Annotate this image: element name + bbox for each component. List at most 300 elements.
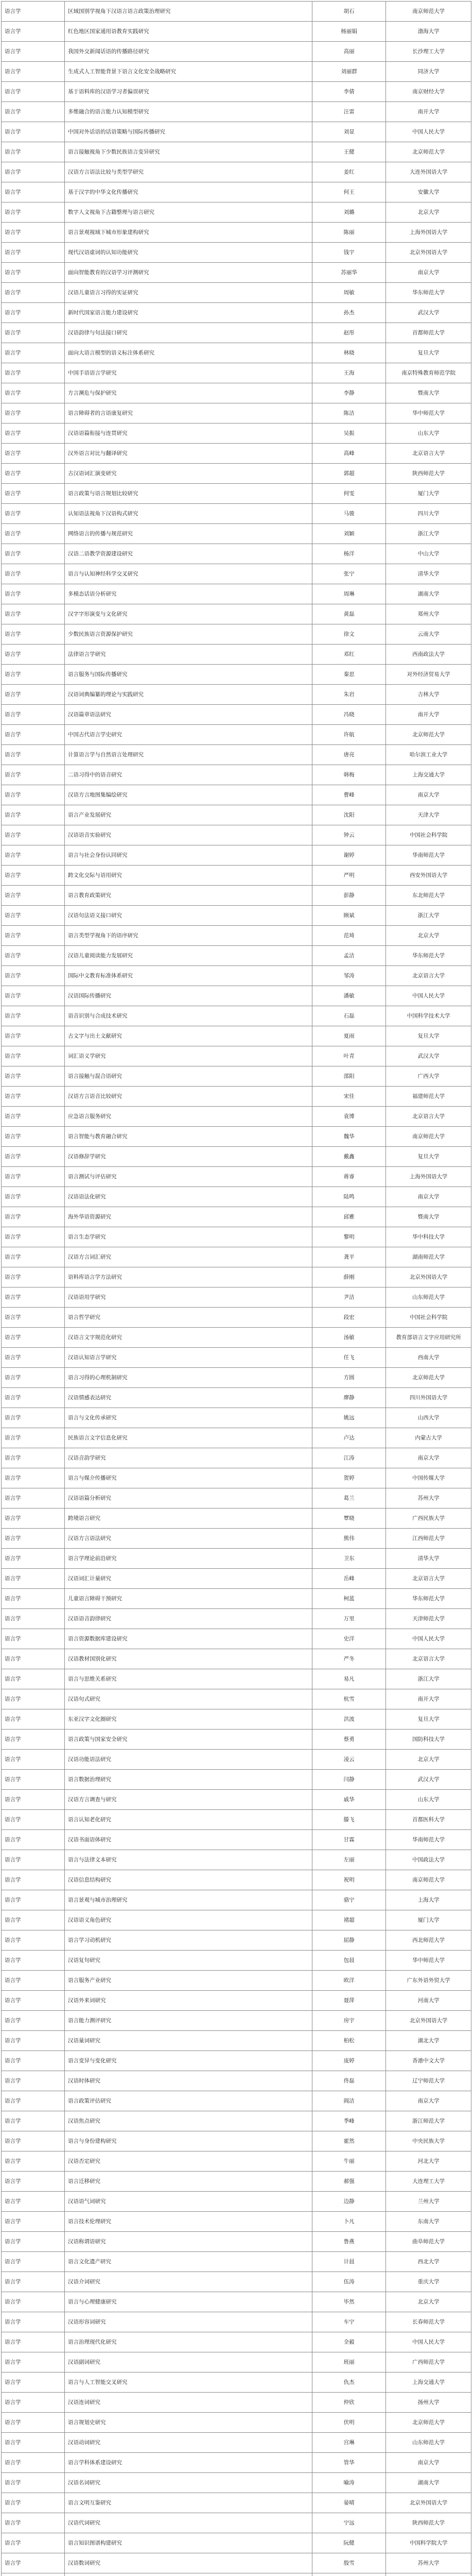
table-row [2, 524, 471, 544]
table-row [2, 1930, 471, 1951]
institution-cell: 上海外国语大学 [386, 223, 471, 243]
institution-cell: 南京师范大学 [386, 1870, 471, 1890]
table-row [2, 805, 471, 825]
discipline-cell: 语言学 [2, 1368, 65, 1388]
applicant-cell: 李倩 [312, 82, 386, 102]
institution-cell: 浙江师范大学 [386, 2111, 471, 2131]
applicant-cell: 冯晓 [312, 705, 386, 725]
applicant-cell: 尹洁 [312, 1287, 386, 1308]
applicant-cell: 黎明 [312, 1227, 386, 1247]
project-title-cell: 现代汉语虚词的认知功能研究 [65, 243, 312, 263]
institution-cell: 陕西师范大学 [386, 2513, 471, 2533]
discipline-cell: 语言学 [2, 444, 65, 464]
institution-cell: 陕西师范大学 [386, 464, 471, 484]
discipline-cell: 语言学 [2, 243, 65, 263]
project-title-cell: 语言障碍者的言语康复研究 [65, 403, 312, 423]
applicant-cell: 褚超 [312, 1910, 386, 1930]
table-row [2, 785, 471, 805]
applicant-cell: 岳峰 [312, 1569, 386, 1589]
project-title-cell: 汉语焦点研究 [65, 2111, 312, 2131]
institution-cell: 同济大学 [386, 62, 471, 82]
institution-cell: 河南大学 [386, 1991, 471, 2011]
project-title-cell: 语言规划史研究 [65, 2413, 312, 2433]
institution-cell: 武汉大学 [386, 1046, 471, 1066]
applicant-cell: 柏松 [312, 2031, 386, 2051]
applicant-cell: 宋佳 [312, 1087, 386, 1107]
project-title-cell: 法律语言学研究 [65, 645, 312, 665]
discipline-cell: 语言学 [2, 2091, 65, 2111]
project-title-cell: 语言技术伦理研究 [65, 2212, 312, 2232]
table-row [2, 1870, 471, 1890]
institution-cell: 西北师范大学 [386, 1930, 471, 1951]
project-title-cell: 汉语儿童语言习得的实证研究 [65, 283, 312, 303]
project-title-cell: 语言资源数据库建设研究 [65, 1629, 312, 1649]
discipline-cell: 语言学 [2, 2071, 65, 2091]
discipline-cell: 语言学 [2, 2192, 65, 2212]
applicant-cell: 阎洁 [312, 2091, 386, 2111]
applicant-cell: 郭超 [312, 464, 386, 484]
applicant-cell: 左丽 [312, 1850, 386, 1870]
discipline-cell: 语言学 [2, 725, 65, 745]
institution-cell: 湖南师范大学 [386, 1247, 471, 1267]
project-title-cell: 汉外语言对比与翻译研究 [65, 444, 312, 464]
applicant-cell: 孟洁 [312, 946, 386, 966]
applicant-cell: 刘璐 [312, 202, 386, 223]
project-title-cell: 认知语法视角下汉语构式研究 [65, 504, 312, 524]
discipline-cell: 语言学 [2, 2051, 65, 2071]
table-row [2, 1328, 471, 1348]
table-row [2, 765, 471, 785]
applicant-cell: 牛丽 [312, 2151, 386, 2172]
applicant-cell: 魏华 [312, 1127, 386, 1147]
discipline-cell: 语言学 [2, 1750, 65, 1770]
project-title-cell: 语言习得的心理机制研究 [65, 1368, 312, 1388]
institution-cell: 首都医科大学 [386, 1810, 471, 1830]
table-row [2, 1368, 471, 1388]
table-row [2, 62, 471, 82]
discipline-cell: 语言学 [2, 765, 65, 785]
institution-cell: 中央民族大学 [386, 2131, 471, 2151]
discipline-cell: 语言学 [2, 504, 65, 524]
project-title-cell: 语言生态学研究 [65, 1227, 312, 1247]
applicant-cell [312, 2573, 386, 2576]
applicant-cell: 严冬 [312, 1649, 386, 1669]
project-title-cell: 跨文化交际与语用研究 [65, 866, 312, 886]
table-row [2, 444, 471, 464]
discipline-cell: 语言学 [2, 2011, 65, 2031]
table-row [2, 544, 471, 564]
discipline-cell: 语言学 [2, 685, 65, 705]
project-title-cell: 汉语句法语义接口研究 [65, 906, 312, 926]
discipline-cell: 语言学 [2, 1267, 65, 1287]
project-title-cell: 汉语认知语言学研究 [65, 1348, 312, 1368]
project-title-cell: 面向大语言模型的语义标注体系研究 [65, 343, 312, 363]
applicant-cell: 计晨 [312, 2252, 386, 2272]
applicant-cell: 马骏 [312, 504, 386, 524]
applicant-cell: 季峰 [312, 2111, 386, 2131]
discipline-cell: 语言学 [2, 283, 65, 303]
table-row [2, 2413, 471, 2433]
project-title-cell: 民族语言文字信息化研究 [65, 1428, 312, 1448]
applicant-cell: 伍涛 [312, 2272, 386, 2292]
discipline-cell: 语言学 [2, 1569, 65, 1589]
project-title-cell: 汉语副词研究 [65, 2352, 312, 2372]
project-title-cell: 汉语方言词汇研究 [65, 1247, 312, 1267]
applicant-cell: 唐亮 [312, 745, 386, 765]
table-row [2, 142, 471, 162]
discipline-cell: 语言学 [2, 2172, 65, 2192]
applicant-cell: 佟磊 [312, 2071, 386, 2091]
discipline-cell: 语言学 [2, 1428, 65, 1448]
institution-cell: 东北师范大学 [386, 886, 471, 906]
applicant-cell: 何雯 [312, 484, 386, 504]
project-title-cell: 汉语句式研究 [65, 1689, 312, 1709]
discipline-cell: 语言学 [2, 1087, 65, 1107]
project-title-cell: 汉语音韵学研究 [65, 1448, 312, 1468]
discipline-cell: 语言学 [2, 2232, 65, 2252]
table-row [2, 1488, 471, 1509]
applicant-cell: 杨洋 [312, 544, 386, 564]
institution-cell: 内蒙古大学 [386, 1428, 471, 1448]
applicant-cell: 方圆 [312, 1368, 386, 1388]
discipline-cell: 语言学 [2, 1910, 65, 1930]
table-row [2, 2131, 471, 2151]
discipline-cell: 语言学 [2, 544, 65, 564]
project-title-cell: 中国手语语言学研究 [65, 363, 312, 383]
institution-cell: 湖南大学 [386, 584, 471, 604]
institution-cell: 华中师范大学 [386, 1951, 471, 1971]
project-title-cell: 汉语情感表达研究 [65, 1388, 312, 1408]
table-row [2, 1408, 471, 1428]
institution-cell: 哈尔滨工业大学 [386, 745, 471, 765]
institution-cell: 复旦大学 [386, 1709, 471, 1730]
table-row [2, 2011, 471, 2031]
applicant-cell: 汪雷 [312, 102, 386, 122]
table-row [2, 1026, 471, 1046]
applicant-cell: 彭静 [312, 886, 386, 906]
institution-cell: 中国社会科学院 [386, 825, 471, 845]
institution-cell: 香港中文大学 [386, 2051, 471, 2071]
project-title-cell: 汉语时体研究 [65, 2071, 312, 2091]
project-title-cell: 汉字字形演变与文化研究 [65, 604, 312, 624]
table-row [2, 82, 471, 102]
applicant-cell: 陆鸣 [312, 1187, 386, 1207]
institution-cell: 大连理工大学 [386, 2172, 471, 2192]
discipline-cell: 语言学 [2, 624, 65, 645]
applicant-cell: 林晓 [312, 343, 386, 363]
institution-cell: 北京大学 [386, 2292, 471, 2312]
project-title-cell: 语言能力测评研究 [65, 2011, 312, 2031]
applicant-cell: 蒋睿 [312, 1167, 386, 1187]
institution-cell: 上海外国语大学 [386, 1167, 471, 1187]
table-row [2, 403, 471, 423]
applicant-cell: 江涛 [312, 1448, 386, 1468]
discipline-cell: 语言学 [2, 223, 65, 243]
project-title-cell: 汉语方言语法研究 [65, 1529, 312, 1549]
discipline-cell: 语言学 [2, 1991, 65, 2011]
project-title-cell: 汉语语音实验研究 [65, 825, 312, 845]
table-row [2, 1569, 471, 1589]
discipline-cell: 语言学 [2, 1629, 65, 1649]
institution-cell: 复旦大学 [386, 1026, 471, 1046]
table-row [2, 2292, 471, 2312]
institution-cell: 国防科技大学 [386, 1730, 471, 1750]
project-title-cell: 跨境语言研究 [65, 1509, 312, 1529]
institution-cell: 吉林大学 [386, 685, 471, 705]
table-row [2, 584, 471, 604]
applicant-cell: 周敏 [312, 283, 386, 303]
institution-cell: 曲阜师范大学 [386, 2232, 471, 2252]
table-row [2, 223, 471, 243]
project-title-cell: 汉语篇章语法研究 [65, 705, 312, 725]
institution-cell: 华南师范大学 [386, 1830, 471, 1850]
discipline-cell: 语言学 [2, 2252, 65, 2272]
project-title-cell: 古汉语词汇演变研究 [65, 464, 312, 484]
institution-cell: 西南政法大学 [386, 645, 471, 665]
institution-cell: 暨南大学 [386, 1207, 471, 1227]
applicant-cell: 沈阳 [312, 805, 386, 825]
discipline-cell: 语言学 [2, 303, 65, 323]
table-row [2, 1046, 471, 1066]
project-title-cell: 语言与思维关系研究 [65, 1669, 312, 1689]
institution-cell: 江西师范大学 [386, 1529, 471, 1549]
applicant-cell: 班丽 [312, 2352, 386, 2372]
table-row [2, 2573, 471, 2576]
project-title-cell: 汉语代词研究 [65, 2513, 312, 2533]
table-row [2, 845, 471, 866]
institution-cell: 四川大学 [386, 504, 471, 524]
project-title-cell: 语料库语言学方法研究 [65, 1267, 312, 1287]
institution-cell: 山西大学 [386, 1408, 471, 1428]
project-title-cell: 汉语言文字规范化研究 [65, 1328, 312, 1348]
applicant-cell: 高丽 [312, 42, 386, 62]
project-title-cell: 区域国别学视角下汉语言语言政策治理研究 [65, 2, 312, 22]
project-title-cell: 红色地区国家通用语教育实践研究 [65, 22, 312, 42]
project-title-cell: 汉语方言地图集编绘研究 [65, 785, 312, 805]
applicant-cell: 袁博 [312, 1107, 386, 1127]
project-title-cell: 汉语语用学研究 [65, 1287, 312, 1308]
institution-cell: 北京语言大学 [386, 1107, 471, 1127]
discipline-cell: 语言学 [2, 484, 65, 504]
institution-cell: 清华大学 [386, 1549, 471, 1569]
applicant-cell: 史洋 [312, 1629, 386, 1649]
project-title-cell: 汉语形容词研究 [65, 2312, 312, 2332]
applicant-cell: 叶青 [312, 1046, 386, 1066]
discipline-cell: 语言学 [2, 1026, 65, 1046]
table-row [2, 202, 471, 223]
project-title-cell: 儿童语言障碍干预研究 [65, 1589, 312, 1609]
table-row [2, 966, 471, 986]
discipline-cell: 语言学 [2, 1006, 65, 1026]
institution-cell: 清华大学 [386, 564, 471, 584]
discipline-cell: 语言学 [2, 825, 65, 845]
applicant-cell: 仲欣 [312, 2393, 386, 2413]
discipline-cell: 语言学 [2, 845, 65, 866]
table-row [2, 1227, 471, 1247]
discipline-cell: 语言学 [2, 1247, 65, 1267]
applicant-cell: 邱雅 [312, 1207, 386, 1227]
project-title-cell: 方言濒危与保护研究 [65, 383, 312, 403]
discipline-cell [2, 2573, 65, 2576]
table-row [2, 2513, 471, 2533]
discipline-cell: 语言学 [2, 1408, 65, 1428]
institution-cell: 大连外国语大学 [386, 162, 471, 182]
applicant-cell: 胡石 [312, 2, 386, 22]
table-row [2, 1247, 471, 1267]
project-title-cell: 语言与认知神经科学交叉研究 [65, 564, 312, 584]
applicant-cell: 鲁燕 [312, 2232, 386, 2252]
table-row [2, 685, 471, 705]
table-row [2, 323, 471, 343]
institution-cell: 北京大学 [386, 202, 471, 223]
discipline-cell: 语言学 [2, 785, 65, 805]
applicant-cell: 蔡勇 [312, 1730, 386, 1750]
discipline-cell: 语言学 [2, 1227, 65, 1247]
project-title-cell: 语音识别与合成技术研究 [65, 1006, 312, 1026]
project-title-cell: 面向智能教育的汉语学习评测研究 [65, 263, 312, 283]
table-row [2, 484, 471, 504]
discipline-cell: 语言学 [2, 1770, 65, 1790]
institution-cell: 南京师范大学 [386, 1127, 471, 1147]
table-row [2, 423, 471, 444]
table-row [2, 1951, 471, 1971]
project-title-cell: 语言与身份建构研究 [65, 2131, 312, 2151]
discipline-cell: 语言学 [2, 1187, 65, 1207]
table-row [2, 2232, 471, 2252]
table-row [2, 122, 471, 142]
project-title-cell: 汉语语气词研究 [65, 2192, 312, 2212]
table-row [2, 1066, 471, 1087]
institution-cell: 华东师范大学 [386, 283, 471, 303]
discipline-cell: 语言学 [2, 564, 65, 584]
table-row [2, 2151, 471, 2172]
table-row [2, 2252, 471, 2272]
applicant-cell: 何王 [312, 182, 386, 202]
institution-cell: 北京语言大学 [386, 444, 471, 464]
discipline-cell: 语言学 [2, 1930, 65, 1951]
discipline-cell: 语言学 [2, 1167, 65, 1187]
project-title-cell: 汉语方言调查与研究 [65, 1790, 312, 1810]
project-title-cell: 语言文化遗产研究 [65, 2252, 312, 2272]
project-title-cell: 国际中文教育标准体系研究 [65, 966, 312, 986]
table-row [2, 182, 471, 202]
table-row [2, 2272, 471, 2292]
project-title-cell: 应急语言服务研究 [65, 1107, 312, 1127]
applicant-cell: 邹涛 [312, 966, 386, 986]
institution-cell: 北京师范大学 [386, 725, 471, 745]
institution-cell: 云南大学 [386, 624, 471, 645]
institution-cell: 北京师范大学 [386, 2413, 471, 2433]
table-row [2, 2071, 471, 2091]
institution-cell: 北京外国语大学 [386, 2011, 471, 2031]
project-title-cell: 语言与社会身份认同研究 [65, 845, 312, 866]
institution-cell: 北京语言大学 [386, 1569, 471, 1589]
table-row [2, 604, 471, 624]
applicant-cell: 边静 [312, 2192, 386, 2212]
discipline-cell: 语言学 [2, 745, 65, 765]
discipline-cell: 语言学 [2, 82, 65, 102]
table-row [2, 263, 471, 283]
discipline-cell: 语言学 [2, 2212, 65, 2232]
institution-cell: 武汉大学 [386, 303, 471, 323]
table-row [2, 1468, 471, 1488]
table-row [2, 645, 471, 665]
project-title-cell: 汉语教材国别化研究 [65, 1649, 312, 1669]
institution-cell: 西安外国语大学 [386, 866, 471, 886]
project-title-cell: 语言景观与城市治理研究 [65, 1890, 312, 1910]
table-row [2, 2433, 471, 2453]
discipline-cell: 语言学 [2, 966, 65, 986]
institution-cell: 北京语言大学 [386, 966, 471, 986]
institution-cell: 南京财经大学 [386, 82, 471, 102]
applicant-cell: 全毅 [312, 2332, 386, 2352]
institution-cell: 北京语言大学 [386, 1649, 471, 1669]
applicant-cell: 骆宁 [312, 1890, 386, 1910]
table-row [2, 1529, 471, 1549]
project-title-cell: 语言智能与教育融合研究 [65, 1127, 312, 1147]
discipline-cell: 语言学 [2, 1689, 65, 1709]
project-title-cell: 新时代国家语言能力建设研究 [65, 303, 312, 323]
institution-cell: 北京外国语大学 [386, 1267, 471, 1287]
institution-cell: 华东师范大学 [386, 946, 471, 966]
institution-cell: 浙江大学 [386, 906, 471, 926]
institution-cell: 广西师范大学 [386, 2352, 471, 2372]
table-row [2, 624, 471, 645]
project-title-cell: 东亚汉字文化圈研究 [65, 1709, 312, 1730]
institution-cell: 湖北大学 [386, 2031, 471, 2051]
institution-cell: 扬州大学 [386, 2393, 471, 2413]
project-title-cell: 语言教育政策研究 [65, 886, 312, 906]
applicant-cell: 柯蓝 [312, 1589, 386, 1609]
discipline-cell: 语言学 [2, 423, 65, 444]
institution-cell: 中国科学院大学 [386, 2533, 471, 2553]
project-title-cell: 语言测试与评估研究 [65, 1167, 312, 1187]
discipline-cell: 语言学 [2, 2312, 65, 2332]
table-row [2, 2212, 471, 2232]
table-row [2, 1991, 471, 2011]
table-row [2, 1890, 471, 1910]
discipline-cell: 语言学 [2, 1468, 65, 1488]
project-title-cell: 语言与心理健康研究 [65, 2292, 312, 2312]
institution-cell: 上海交通大学 [386, 765, 471, 785]
table-row [2, 42, 471, 62]
project-title-cell: 语言与人工智能交叉研究 [65, 2372, 312, 2393]
table-row [2, 2453, 471, 2473]
discipline-cell: 语言学 [2, 2393, 65, 2413]
institution-cell: 中国人民大学 [386, 986, 471, 1006]
table-row [2, 1348, 471, 1368]
table-row [2, 725, 471, 745]
institution-cell: 天津师范大学 [386, 1609, 471, 1629]
table-row [2, 1549, 471, 1569]
discipline-cell: 语言学 [2, 2473, 65, 2493]
applicant-cell: 孙杰 [312, 303, 386, 323]
table-row [2, 2051, 471, 2071]
discipline-cell: 语言学 [2, 403, 65, 423]
table-row [2, 2533, 471, 2553]
table-row [2, 745, 471, 765]
applicant-cell: 汤敏 [312, 1328, 386, 1348]
applicant-cell: 戚华 [312, 1790, 386, 1810]
applicant-cell: 高峰 [312, 444, 386, 464]
table-row [2, 1971, 471, 1991]
project-title-cell: 汉语语音韵律研究 [65, 1609, 312, 1629]
project-title-cell: 语言数据治理研究 [65, 1770, 312, 1790]
table-row [2, 1709, 471, 1730]
applicant-cell: 石磊 [312, 1006, 386, 1026]
discipline-cell: 语言学 [2, 2513, 65, 2533]
discipline-cell: 语言学 [2, 1308, 65, 1328]
